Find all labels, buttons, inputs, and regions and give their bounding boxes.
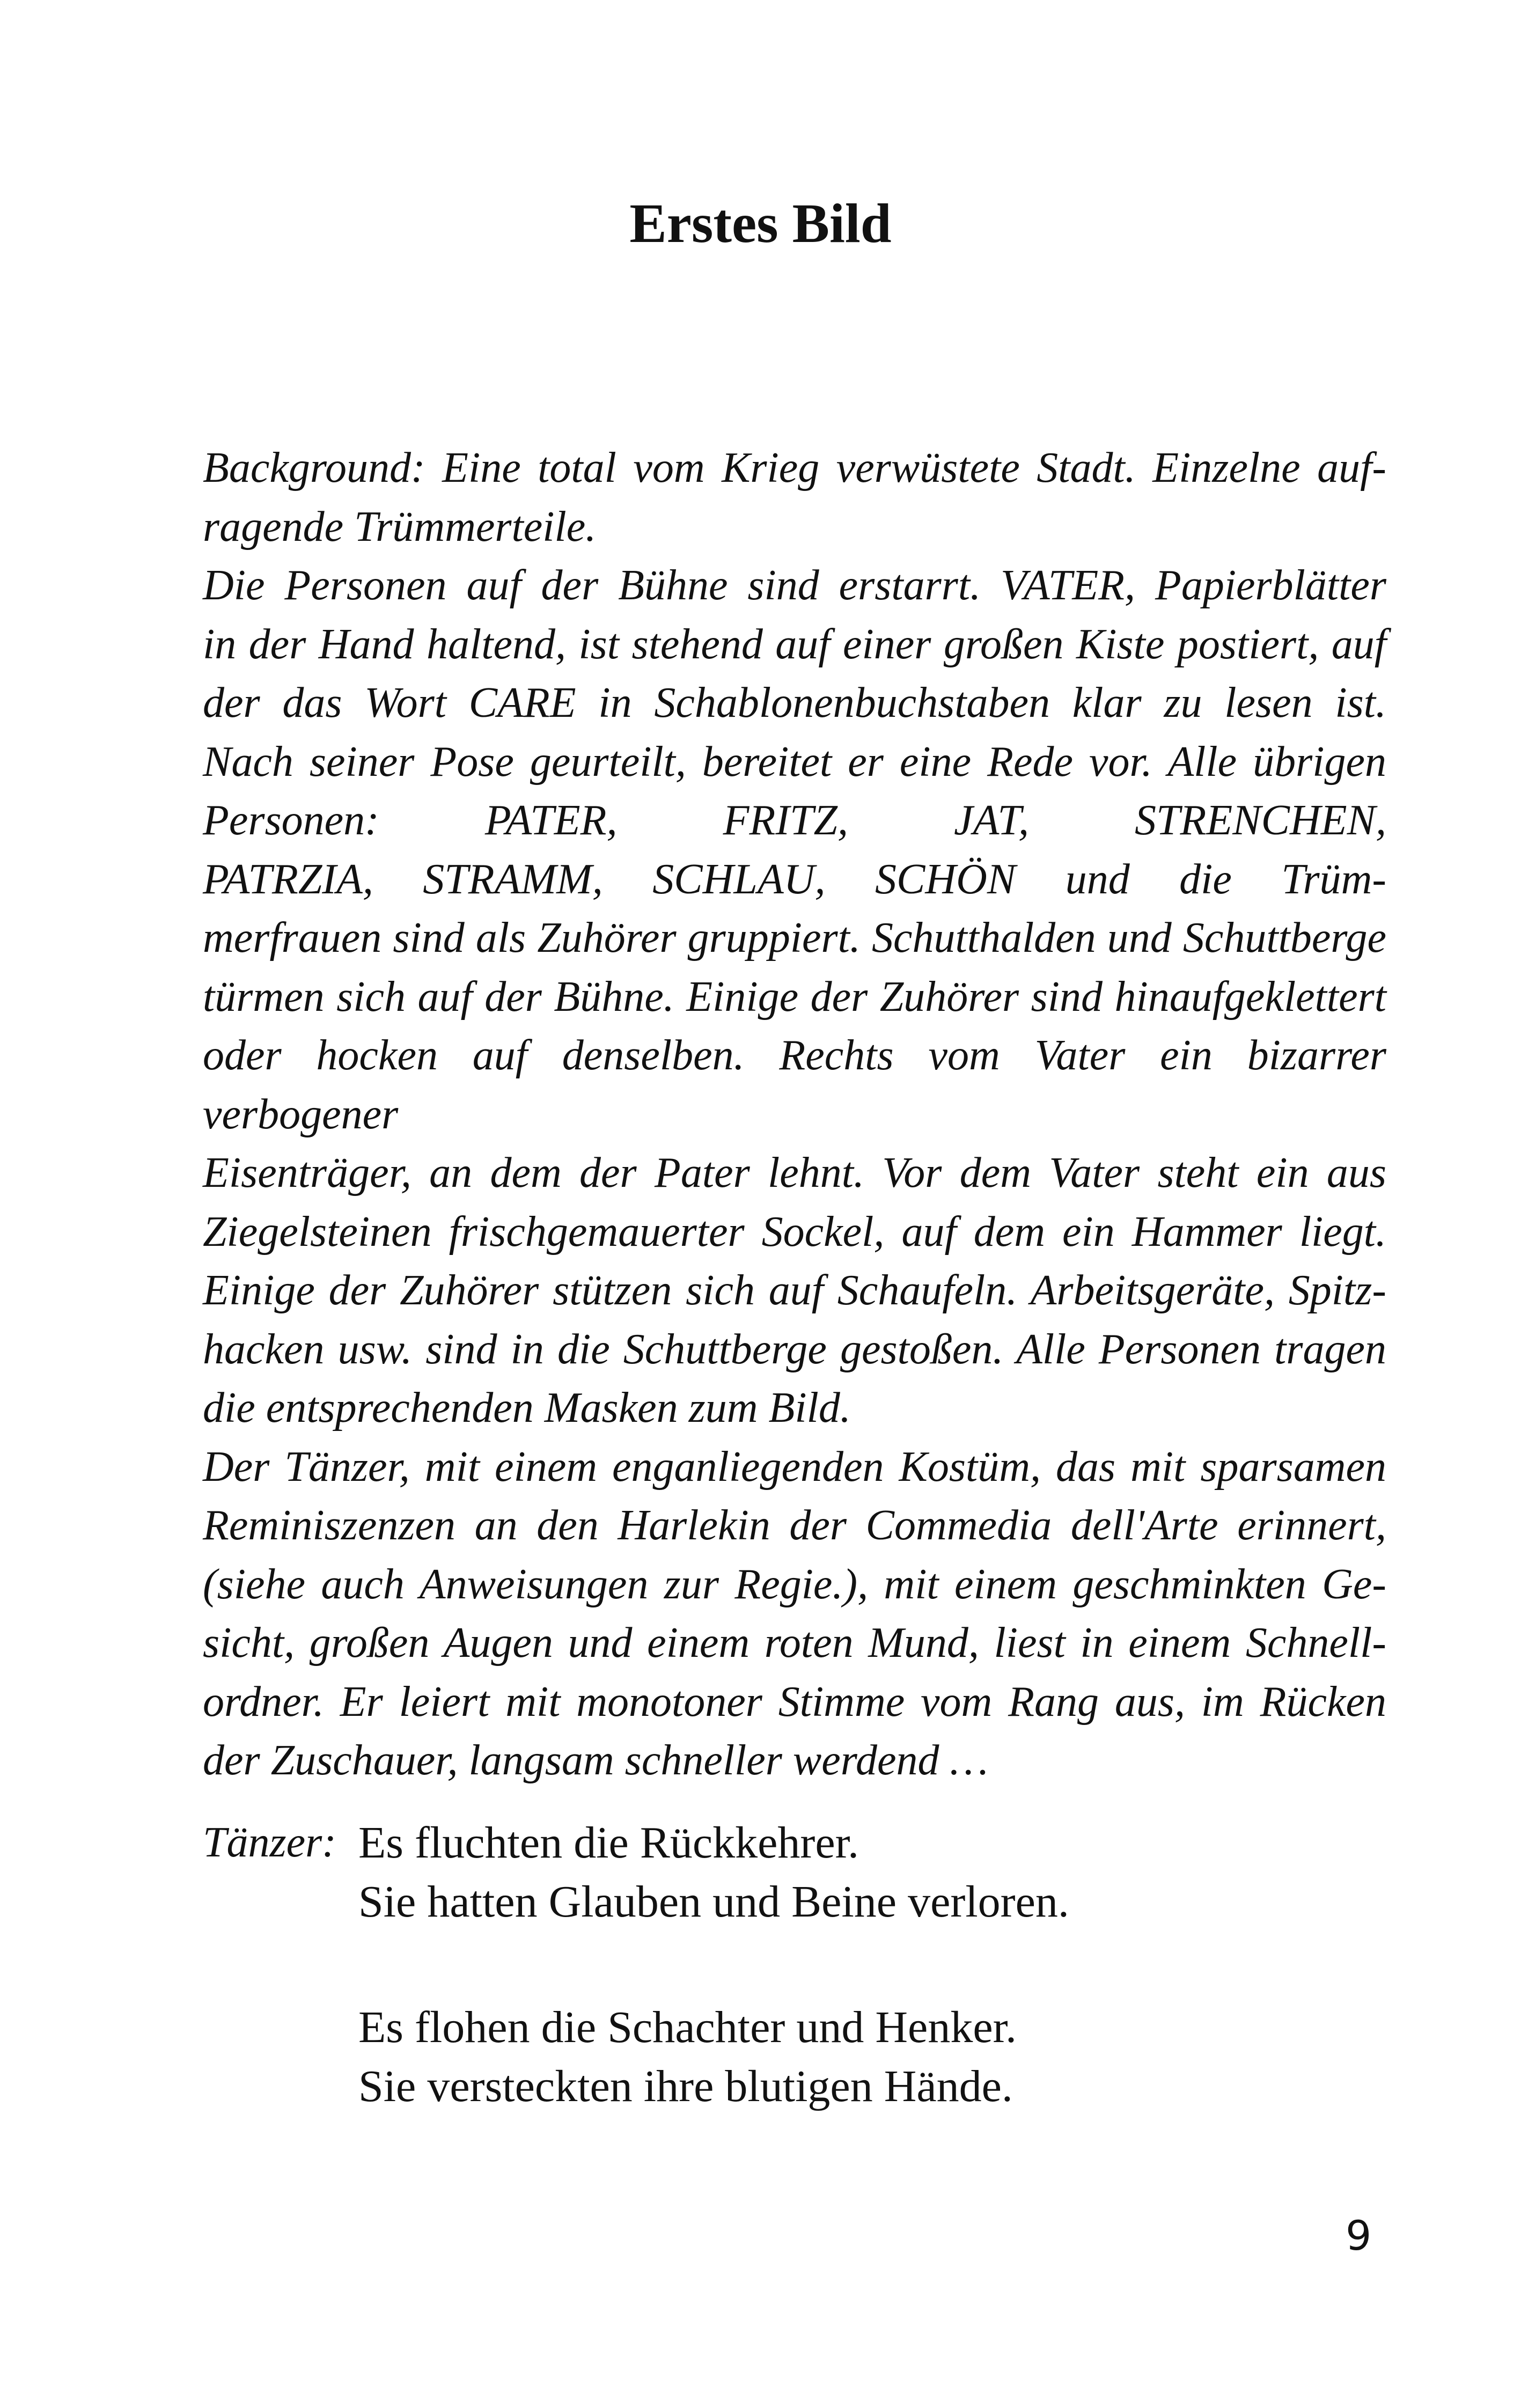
stage-line: der das Wort CARE in Schablonenbuchstaben klar zu lesen ist. [203,679,1386,726]
verse-line: Es flohen die Schachter und Henker. [358,2002,1017,2052]
stage-line: Background: Eine total vom Krieg verwüstete Stadt. Einzelne auf- [203,444,1386,491]
verse [358,1814,1378,2116]
stage-line: PATRZIA, STRAMM, SCHLAU, SCHÖN und die Trüm- [203,855,1386,903]
scene-title: Erstes Bild [629,193,892,254]
page-number: 9 [1346,2212,1372,2259]
stage-line: Personen: PATER, FRITZ, JAT, STRENCHEN, [203,797,1386,844]
stage-line: (siehe auch Anweisungen zur Regie.), mit einem geschminkten Ge- [203,1560,1386,1608]
verse-line: Sie hatten Glauben und Beine verloren. [358,1876,1069,1927]
stage-line: in der Hand haltend, ist stehend auf einer großen Kiste postiert, auf [203,620,1386,668]
stanza-gap [358,1931,1378,1998]
verse-line: Es fluchten die Rückkehrer. [358,1818,859,1868]
stage-line: Reminiszenzen an den Harlekin der Commedia dell'Arte erinnert, [203,1502,1386,1549]
stage-line: Der Tänzer, mit einem enganliegenden Kostüm, das mit sparsamen [203,1443,1386,1491]
stage-line: ragende Trümmerteile. [203,503,597,550]
stage-line: Die Personen auf der Bühne sind erstarrt. VATER, Papierblätter [203,562,1386,609]
stage-line: sicht, großen Augen und einem roten Mund, liest in einem Schnell- [203,1619,1386,1666]
stage-line: Eisenträger, an dem der Pater lehnt. Vor dem Vater steht ein aus [203,1149,1386,1196]
verse-line: Sie versteckten ihre blutigen Hände. [358,2061,1013,2111]
stage-line: Einige der Zuhörer stützen sich auf Schaufeln. Arbeitsgeräte, Spitz- [203,1267,1386,1314]
stage-line: hacken usw. sind in die Schuttberge gestoßen. Alle Personen tragen [203,1325,1386,1373]
stage-line: ordner. Er leiert mit monotoner Stimme vom Rang aus, im Rücken [203,1678,1386,1726]
stage-line: Nach seiner Pose geurteilt, bereitet er eine Rede vor. Alle übrigen [203,738,1386,785]
stage-line: oder hocken auf denselben. Rechts vom Vater ein bizarrer verbogener [203,1032,1386,1138]
speaker-name: Tänzer: [203,1819,336,1866]
stage-direction [203,439,1386,1790]
stage-line: der Zuschauer, langsam schneller werdend … [203,1737,988,1784]
stage-line: Ziegelsteinen frischgemauerter Sockel, auf dem ein Hammer liegt. [203,1208,1386,1256]
stage-line: türmen sich auf der Bühne. Einige der Zuhörer sind hinaufgeklettert [203,973,1386,1021]
stage-line: merfrauen sind als Zuhörer gruppiert. Schutthalden und Schuttberge [203,914,1386,961]
stage-line: die entsprechenden Masken zum Bild. [203,1384,851,1431]
